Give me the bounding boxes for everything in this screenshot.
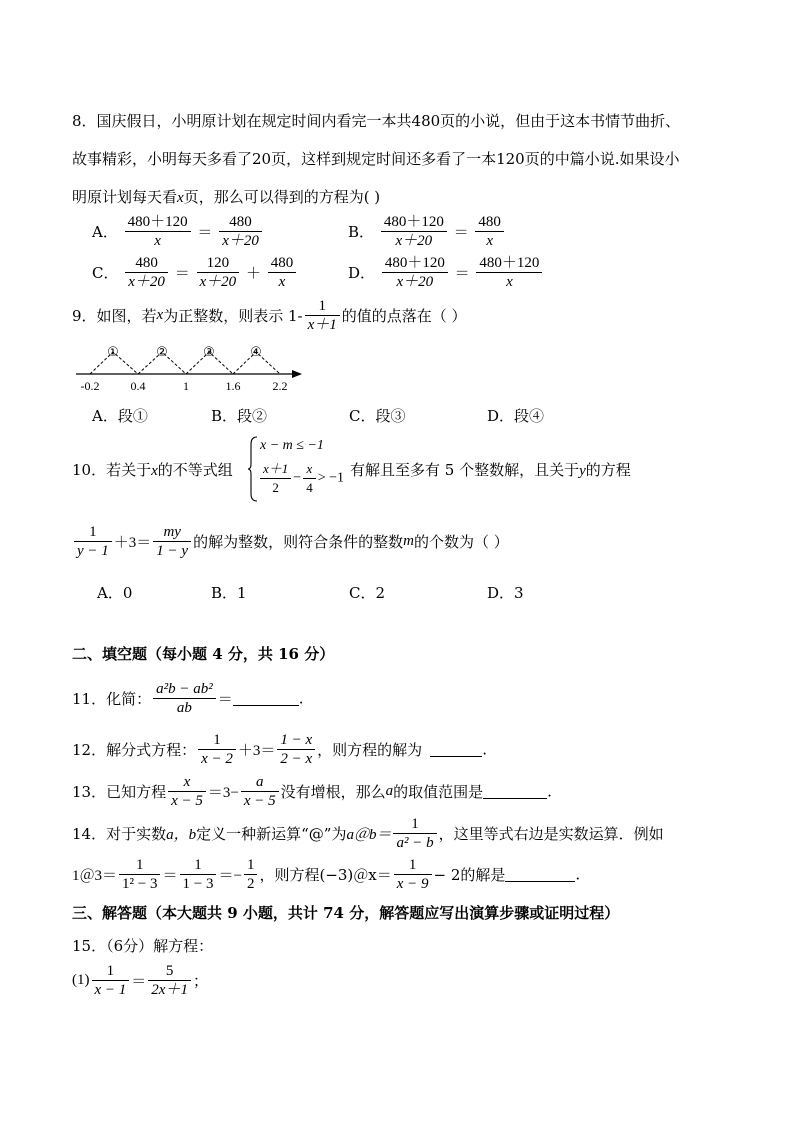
q9-suffix: 的值的点落在（ ） [341, 307, 467, 325]
q14-vars: a，b [166, 827, 197, 843]
q11-answer-blank[interactable] [233, 691, 299, 706]
q10-inequality-system [248, 436, 348, 502]
q14-ex-den1: 1² − 3 [122, 876, 158, 892]
q12-den2: 2 − x [280, 751, 313, 767]
q8-b-lhs-frac [381, 213, 447, 250]
q8-c-rhs-frac [268, 254, 297, 291]
q14-def: a＠b＝ [346, 827, 392, 843]
q13-num2: a [241, 773, 279, 792]
q12-suffix-b: . [482, 740, 487, 759]
q13-suffix-b: 的取值范围是 [393, 783, 484, 801]
q14-answer-blank[interactable] [505, 867, 575, 882]
section-3-heading: 三、解答题（本大题共 9 小题，共计 74 分，解答题应写出演算步骤或证明过程） [72, 904, 620, 922]
q10-eq-frac2 [153, 523, 191, 560]
q15-p1-frac1 [92, 962, 130, 999]
q8-a-rhs-frac [219, 213, 262, 250]
number-line-arrow-icon [292, 370, 302, 378]
tick-label-4: 1.6 [225, 379, 241, 393]
q8-line2: 故事精彩，小明每天多看了20页，这样到规定时间还多看了一本120页的中篇小说.如果设小 [72, 150, 680, 168]
q8-b-eq: ＝ [453, 225, 469, 241]
q10-var-x: x [151, 463, 158, 479]
q14-line1-b: 定义一种新运算“@”为 [196, 825, 347, 843]
q10-ineq2-den2: 4 [306, 480, 313, 495]
q11-den: ab [176, 700, 192, 716]
q8-c-rhs-num: 480 [268, 254, 297, 273]
segment-2-label: ② [156, 345, 168, 360]
q14-ex-num3: 1 [244, 856, 258, 875]
q14-ex-frac2 [180, 856, 217, 893]
q8-c-mid-frac [197, 254, 240, 291]
q15-p1-frac2 [148, 962, 191, 999]
q13-var-a: a [385, 783, 394, 799]
q14-line1-a: 14．对于实数 [72, 825, 167, 843]
segment-1-label: ① [107, 345, 119, 360]
q8-option-c-label: C． [92, 264, 119, 282]
q8-d-lhs-den: x＋20 [396, 274, 434, 290]
q14-eq-den: x − 9 [396, 876, 429, 892]
q8-c-eq: ＝ [174, 266, 190, 282]
q8-option-d[interactable] [348, 254, 544, 291]
q12-suffix-a: ，则方程的解为 [317, 741, 423, 759]
q8-option-d-label: D． [348, 264, 376, 282]
tick-label-1: -0.2 [80, 379, 100, 393]
q13-mid: ＝3− [207, 785, 239, 801]
q9-prefix: 9．如图，若 [72, 307, 157, 325]
q10-eq-den2: 1 − y [156, 543, 189, 559]
q10-eq-den1: y − 1 [77, 543, 109, 559]
q15-p1-den1: x − 1 [94, 982, 127, 998]
q12-frac1 [198, 731, 236, 768]
q14-def-den: a² − b [396, 835, 434, 851]
brace-icon [248, 436, 258, 502]
q10-var-y: y [579, 463, 586, 479]
q14-line2-c: − 2的解是 [433, 866, 506, 884]
q8-d-rhs-frac [476, 254, 542, 291]
q9-option-b[interactable]: B．段② [211, 407, 268, 425]
q10-eq-suffix-b: 的个数为（ ） [413, 533, 509, 551]
q9-option-a[interactable]: A．段① [92, 407, 148, 425]
section-2-heading: 二、填空题（每小题 4 分，共 16 分） [72, 645, 335, 663]
q15-p1-end: ； [192, 972, 208, 990]
q15-p1-label: (1) [72, 972, 90, 988]
segment-3-label: ③ [203, 345, 215, 360]
q13-frac2 [241, 773, 279, 810]
q10-option-d[interactable]: D．3 [487, 584, 524, 602]
q8-a-lhs-frac [125, 213, 191, 250]
q14-line2-b: ，则方程(−3)＠x＝ [259, 866, 392, 884]
q8-d-lhs-frac [382, 254, 448, 291]
q9-frac-den: x＋1 [307, 317, 337, 333]
q14-def-num: 1 [393, 815, 436, 834]
q10-option-a[interactable]: A．0 [97, 584, 133, 602]
q13-suffix-a: 没有增根，那么 [280, 783, 386, 801]
q15-part1 [72, 962, 208, 999]
q10-ineq2-num2: x [303, 460, 316, 479]
q8-d-rhs-num: 480＋120 [476, 254, 542, 273]
q8-c-lhs-frac [125, 254, 168, 291]
q12-den1: x − 2 [201, 751, 233, 767]
q10-option-b[interactable]: B．1 [211, 584, 247, 602]
q8-d-rhs-den: x [506, 274, 513, 290]
q14-eq-frac [394, 856, 432, 893]
q8-line3-b: 页，那么可以得到的方程为( ) [183, 188, 381, 206]
tick-label-5: 2.2 [272, 379, 288, 393]
q14-line2-d: . [575, 865, 581, 884]
q10-after2: 的方程 [585, 461, 631, 479]
q11-eq: ＝ [217, 692, 233, 708]
q12-num1: 1 [198, 731, 236, 750]
q10-stem-a [72, 459, 233, 480]
q8-option-c[interactable] [92, 254, 298, 291]
q14-ex-num1: 1 [119, 856, 160, 875]
q12 [72, 731, 487, 768]
q10-eq-frac1 [74, 523, 112, 560]
q14-ex-frac1 [119, 856, 160, 893]
q9-mid: 为正整数，则表示 1- [163, 307, 303, 325]
q8-b-lhs-num: 480＋120 [381, 213, 447, 232]
q10-ineq2-rhs: > −1 [317, 470, 344, 486]
q10-eq-num2: my [153, 523, 191, 542]
q9-number-line-figure [70, 338, 310, 394]
q8-c-mid-den: x＋20 [199, 274, 237, 290]
q10-stem-b [350, 459, 631, 480]
q14-eq-num: 1 [394, 856, 432, 875]
q14-line2-a: 1＠3＝ [72, 868, 118, 884]
q11 [72, 680, 304, 717]
q12-prefix: 12．解分式方程： [72, 741, 197, 759]
q8-c-plus: ＋ [245, 266, 261, 282]
q10-equation-line [72, 523, 509, 560]
q14-def-frac [393, 815, 436, 852]
q8-d-eq: ＝ [454, 266, 470, 282]
q8-b-rhs-frac [475, 213, 504, 250]
q8-line3 [72, 188, 380, 207]
q9-frac-num: 1 [305, 297, 340, 316]
q9-option-c[interactable]: C．段③ [349, 407, 406, 425]
q10-ineq2-minus: − [293, 470, 302, 486]
q10-after: 有解且至多有 5 个整数解，且关于 [350, 461, 580, 479]
q10-eq-mid: ＋3＝ [113, 535, 152, 551]
q8-b-rhs-den: x [486, 233, 493, 249]
q8-c-mid-num: 120 [197, 254, 240, 273]
q8-a-lhs-num: 480＋120 [125, 213, 191, 232]
q8-c-lhs-den: x＋20 [128, 274, 165, 290]
q14-ex-eq2: ＝− [218, 868, 242, 884]
q14-ex-den2: 1 − 3 [182, 876, 214, 892]
q11-suffix: . [298, 689, 304, 708]
q8-c-lhs-num: 480 [125, 254, 168, 273]
q10-mid: 的不等式组 [157, 461, 233, 479]
q10-ineq2-num1: x＋1 [260, 460, 291, 479]
q8-d-lhs-num: 480＋120 [382, 254, 448, 273]
q9-var-x: x [156, 307, 164, 323]
q14-ex-num2: 1 [180, 856, 217, 875]
q15-p1-num1: 1 [92, 962, 130, 981]
q10-ineq2-den1: 2 [272, 480, 279, 495]
q10-ineq2-frac2 [303, 460, 316, 497]
q14-line1 [72, 815, 664, 852]
q8-option-b-label: B． [348, 223, 375, 241]
q15-title: 15．（6分）解方程： [72, 937, 214, 955]
q10-option-c[interactable]: C．2 [349, 584, 386, 602]
q8-option-a-label: A． [92, 223, 118, 241]
q13-den2: x − 5 [243, 793, 276, 809]
q8-option-b[interactable] [348, 213, 506, 250]
q10-ineq2 [258, 460, 344, 497]
q8-a-rhs-num: 480 [219, 213, 262, 232]
q8-line3-a: 明原计划每天看 [72, 188, 178, 206]
q14-ex-eq1: ＝ [162, 868, 178, 884]
q14-line2 [72, 856, 580, 893]
q12-frac2 [277, 731, 315, 768]
q9-option-d[interactable]: D．段④ [487, 407, 545, 425]
q10-ineq2-frac1 [260, 460, 291, 497]
q12-mid: ＋3＝ [237, 743, 276, 759]
q11-frac [153, 680, 216, 717]
q8-c-rhs-den: x [278, 274, 286, 290]
q13-den1: x − 5 [171, 793, 203, 809]
q10-ineq1: x − m ≤ −1 [260, 438, 324, 453]
tick-label-2: 0.4 [130, 379, 146, 393]
q8-a-lhs-den: x [154, 233, 161, 249]
q15-p1-num2: 5 [148, 962, 191, 981]
q9-stem [72, 297, 467, 334]
segment-4-label: ④ [250, 345, 262, 360]
q15-p1-den2: 2x＋1 [151, 982, 188, 998]
q14-ex-den3: 2 [246, 876, 255, 892]
q8-a-eq: ＝ [197, 225, 213, 241]
q15-p1-eq: ＝ [131, 974, 147, 990]
q13-answer-blank[interactable] [483, 784, 547, 799]
tick-label-3: 1 [183, 379, 189, 393]
q12-answer-blank[interactable] [430, 742, 482, 757]
q9-frac [305, 297, 340, 334]
q10-eq-num1: 1 [74, 523, 112, 542]
q8-b-lhs-den: x＋20 [395, 233, 433, 249]
q8-b-rhs-num: 480 [475, 213, 504, 232]
q13-prefix: 13．已知方程 [72, 783, 167, 801]
q10-prefix: 10．若关于 [72, 461, 152, 479]
q8-line1: 8．国庆假日，小明原计划在规定时间内看完一本共480页的小说，但由于这本书情节曲折、 [72, 112, 681, 130]
q13-suffix-c: . [547, 782, 552, 801]
q14-line1-c: ，这里等式右边是实数运算．例如 [438, 825, 664, 843]
q10-var-m: m [403, 533, 414, 549]
q8-a-rhs-den: x＋20 [222, 233, 259, 249]
q14-ex-frac3 [244, 856, 258, 893]
q8-var-x: x [177, 190, 184, 206]
q13-num1: x [168, 773, 206, 792]
q13 [72, 773, 552, 810]
q13-frac1 [168, 773, 206, 810]
q10-eq-suffix-a: 的解为整数，则符合条件的整数 [193, 533, 404, 551]
q8-option-a[interactable] [92, 213, 264, 250]
q11-prefix: 11．化简： [72, 690, 152, 708]
q12-num2: 1 − x [277, 731, 315, 750]
q11-num: a²b − ab² [153, 680, 216, 699]
